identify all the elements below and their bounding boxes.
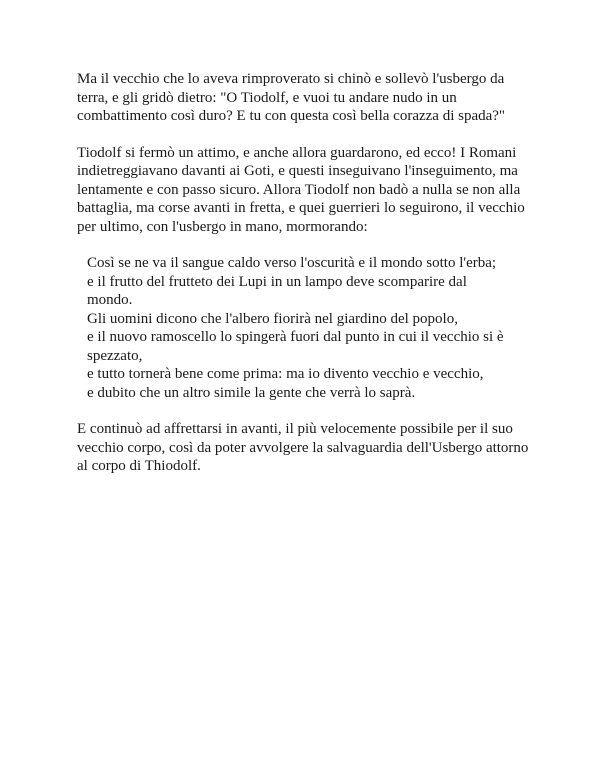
paragraph-2 <box>77 144 547 237</box>
poem-line: mondo. <box>87 292 133 308</box>
poem-line: e tutto tornerà bene come prima: ma io divento vecchio e vecchio, <box>87 366 484 382</box>
poem-block <box>77 254 547 402</box>
paragraph-line: Ma il vecchio che lo aveva rimproverato si chinò e sollevò l'usbergo da <box>77 71 505 87</box>
paragraph-line: Tiodolf si fermò un attimo, e anche allora guardarono, ed ecco! I Romani <box>77 144 517 161</box>
poem-line: Così se ne va il sangue caldo verso l'oscurità e il mondo sotto l'erba; <box>87 255 497 271</box>
poem-line: e il nuovo ramoscello lo spingerà fuori dal punto in cui il vecchio si è <box>87 329 504 345</box>
document-body <box>77 70 547 494</box>
paragraph-line: al corpo di Thiodolf. <box>77 458 201 474</box>
paragraph-line: per ultimo, con l'usbergo in mano, mormorando: <box>77 218 368 235</box>
poem-line: e dubito che un altro simile la gente che verrà lo saprà. <box>87 384 416 401</box>
paragraph-line: lentamente e con passo sicuro. Allora Tiodolf non badò a nulla se non alla <box>77 181 521 198</box>
paragraph-1 <box>77 70 547 126</box>
paragraph-line: indietreggiavano davanti ai Goti, e questi inseguivano l'inseguimento, ma <box>77 163 518 179</box>
paragraph-3 <box>77 420 547 476</box>
paragraph-line: E continuò ad affrettarsi in avanti, il più velocemente possibile per il suo <box>77 421 513 437</box>
poem-line: spezzato, <box>87 347 143 364</box>
paragraph-line: battaglia, ma corse avanti in fretta, e quei guerrieri lo seguirono, il vecchio <box>77 200 525 216</box>
paragraph-line: combattimento così duro? E tu con questa così bella corazza di spada?" <box>77 108 506 124</box>
paragraph-line: vecchio corpo, così da poter avvolgere la salvaguardia dell'Usbergo attorno <box>77 439 529 456</box>
poem-line: Gli uomini dicono che l'albero fiorirà nel giardino del popolo, <box>87 310 458 327</box>
poem-line: e il frutto del frutteto dei Lupi in un lampo deve scomparire dal <box>87 273 467 290</box>
paragraph-line: terra, e gli gridò dietro: "O Tiodolf, e vuoi tu andare nudo in un <box>77 89 457 106</box>
